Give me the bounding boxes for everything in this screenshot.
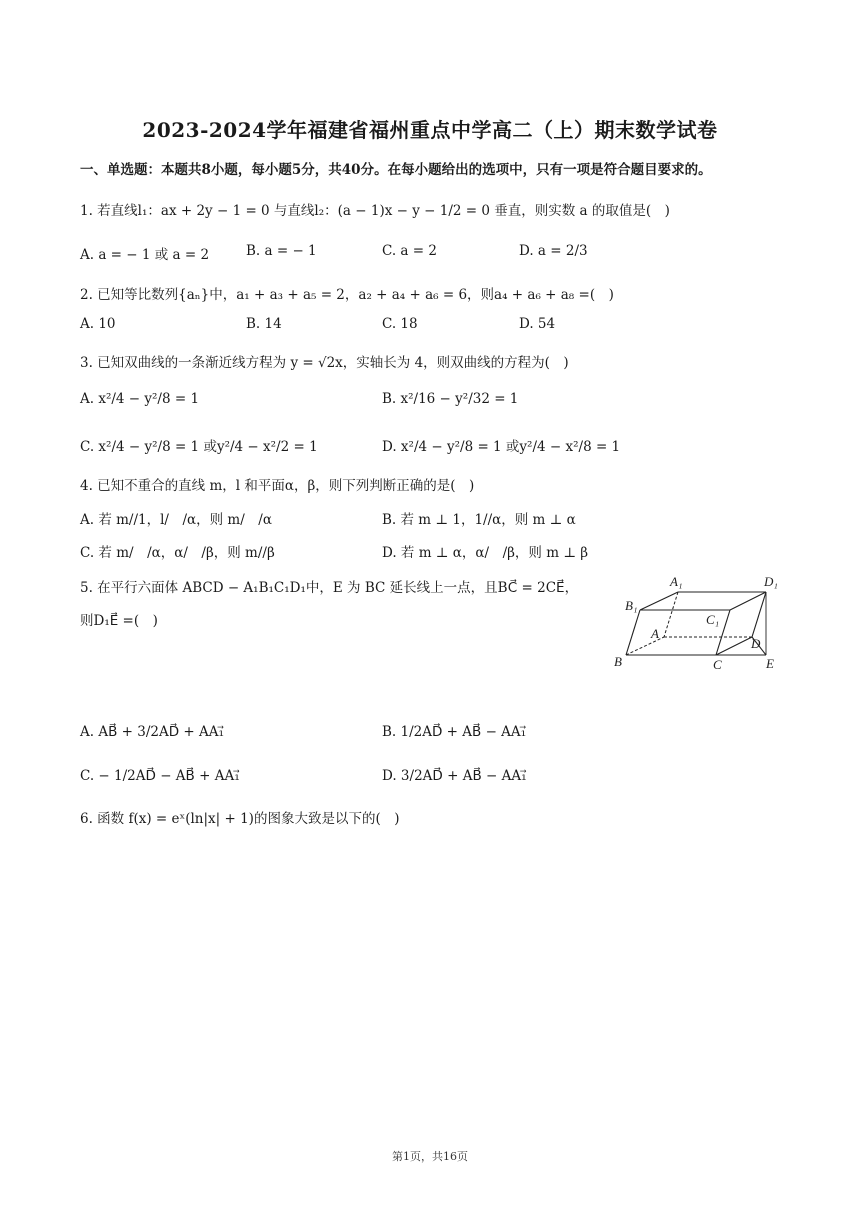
q2-option-c: C. 18: [382, 316, 418, 332]
edge-c1-d1: [730, 592, 766, 610]
q5-option-a: A. AB⃗ + 3/2AD⃗ + AA₁⃗: [80, 724, 224, 740]
q3-option-a: A. x²/4 − y²/8 = 1: [80, 391, 200, 407]
q4-option-b: B. 若 m ⊥ 1，1//α，则 m ⊥ α: [382, 512, 576, 528]
hidden-edge-a1-a: [664, 592, 678, 637]
page-title: 2023-2024学年福建省福州重点中学高二（上）期末数学试卷: [142, 118, 718, 142]
question-1: 1. 若直线l₁：ax + 2y − 1 = 0 与直线l₂：(a − 1)x − y − 1/2 = 0 垂直，则实数 a 的取值是( ): [80, 203, 670, 219]
q1-option-c: C. a = 2: [382, 243, 437, 259]
label-a1: A₁: [670, 574, 683, 589]
section-heading: 一、单选题：本题共8小题，每小题5分，共40分。在每小题给出的选项中，只有一项是符合题目要求的。: [80, 162, 712, 178]
q4-option-d: D. 若 m ⊥ α，α/ /β，则 m ⊥ β: [382, 545, 589, 561]
q2-option-a: A. 10: [80, 316, 116, 332]
q1-option-b: B. a = − 1: [246, 243, 317, 259]
q2-option-b: B. 14: [246, 316, 282, 332]
q2-option-d: D. 54: [519, 316, 556, 332]
q5-option-c: C. − 1/2AD⃗ − AB⃗ + AA₁⃗: [80, 768, 240, 784]
q5-option-d: D. 3/2AD⃗ + AB⃗ − AA₁⃗: [382, 768, 527, 784]
parallelepiped-figure: [606, 568, 782, 676]
question-2: 2. 已知等比数列{aₙ}中，a₁ + a₃ + a₅ = 2，a₂ + a₄ + a₆ = 6，则a₄ + a₆ + a₈ =( ): [80, 287, 614, 303]
q4-option-a: A. 若 m//1，l/ /α，则 m/ /α: [80, 512, 272, 528]
q3-option-b: B. x²/16 − y²/32 = 1: [382, 391, 519, 407]
edge-d1-d: [752, 592, 766, 637]
question-4: 4. 已知不重合的直线 m，l 和平面α，β，则下列判断正确的是( ): [80, 478, 475, 494]
label-d1: D₁: [764, 574, 778, 589]
q1-option-a: A. a = − 1 或 a = 2: [80, 247, 210, 263]
page-footer: 第1页，共16页: [392, 1150, 468, 1163]
label-c: C: [713, 657, 722, 672]
q4-option-c: C. 若 m/ /α，α/ /β，则 m//β: [80, 545, 275, 561]
edge-b1-a1: [640, 592, 678, 610]
question-3: 3. 已知双曲线的一条渐近线方程为 y = √2x，实轴长为 4，则双曲线的方程为( ): [80, 355, 569, 371]
question-5: 5. 在平行六面体 ABCD − A₁B₁C₁D₁中，E 为 BC 延长线上一点，且BC⃗ = 2CE⃗，: [80, 580, 579, 596]
q3-option-d: D. x²/4 − y²/8 = 1 或y²/4 − x²/8 = 1: [382, 439, 621, 455]
question-5-line2: 则D₁E⃗ =( ): [80, 613, 158, 629]
q1-option-d: D. a = 2/3: [519, 243, 588, 259]
label-b: B: [614, 654, 622, 669]
edge-b1-b: [626, 610, 640, 655]
label-d: D: [751, 636, 761, 651]
label-e: E: [766, 656, 774, 671]
edge-c-d: [716, 637, 752, 655]
label-b1: B₁: [625, 598, 638, 613]
q3-option-c: C. x²/4 − y²/8 = 1 或y²/4 − x²/2 = 1: [80, 439, 318, 455]
label-c1: C₁: [706, 612, 720, 627]
question-6: 6. 函数 f(x) = eˣ(ln|x| + 1)的图象大致是以下的( ): [80, 811, 400, 827]
q5-option-b: B. 1/2AD⃗ + AB⃗ − AA₁⃗: [382, 724, 527, 740]
label-a: A: [651, 626, 659, 641]
